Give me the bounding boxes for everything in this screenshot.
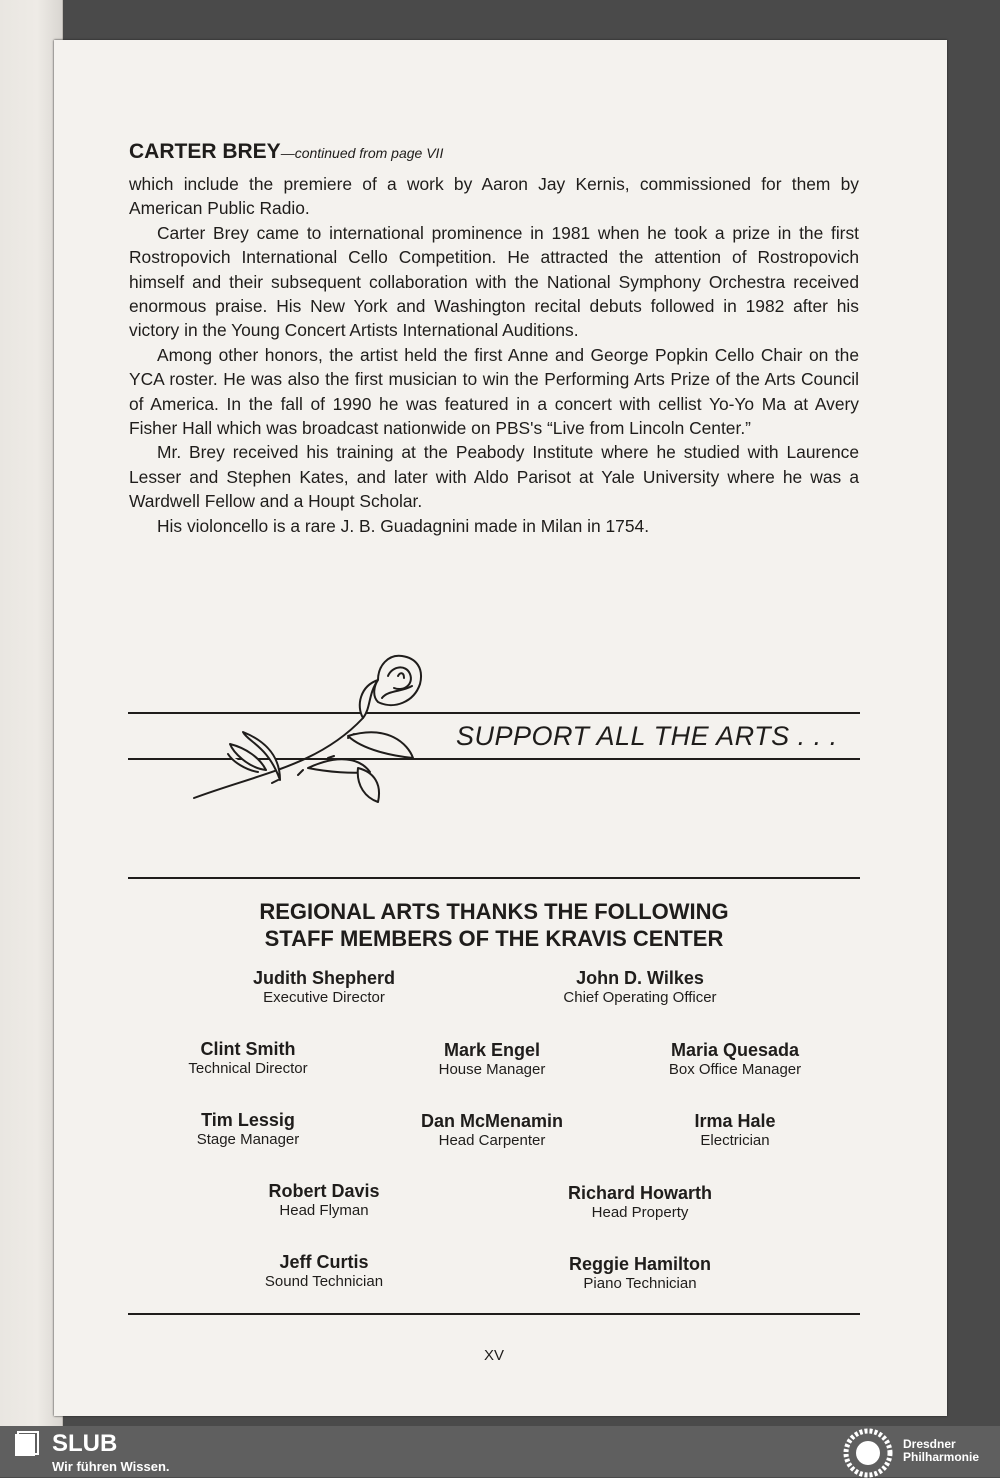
staff-role: Box Office Manager [668,1061,802,1078]
staff-name: Robert Davis [268,1181,380,1201]
staff-role: Head Flyman [279,1202,369,1219]
staff-role: House Manager [438,1061,546,1078]
article-heading [129,140,859,164]
thanks-rule [128,877,860,879]
staff-member [510,1182,770,1222]
staff-member [510,1253,770,1293]
staff-role: Piano Technician [583,1275,697,1292]
paragraph-4: Mr. Brey received his training at the Peabody Institute where he studied with Laurence Lesser and Stephen Kates, and later with Aldo Parisot at Yale University where he was a Wardwell Fellow and a Houpt Scholar. [129,442,859,512]
thanks-title [128,898,860,952]
staff-name: Richard Howarth [567,1183,713,1203]
staff-name: Judith Shepherd [252,968,395,988]
slub-tagline: Wir führen Wissen. [52,1459,170,1474]
staff-member [362,1039,622,1079]
staff-name: Mark Engel [443,1040,541,1060]
program-page [54,40,947,1416]
staff-role: Head Carpenter [438,1132,546,1149]
article-heading-name: CARTER BREY [129,140,281,163]
staff-role: Executive Director [263,989,385,1006]
staff-name: Clint Smith [200,1039,296,1059]
staff-member [118,1109,378,1149]
slub-logo-icon [12,1430,40,1458]
article-continued-note: —continued from page VII [280,145,444,161]
staff-name: Dan McMenamin [420,1111,564,1131]
support-the-arts-banner [128,638,860,808]
staff-role: Stage Manager [196,1131,300,1148]
staff-name: Jeff Curtis [279,1252,369,1272]
staff-member [510,967,770,1007]
staff-name: Tim Lessig [201,1110,295,1130]
philharmonie-logo-icon [843,1428,893,1478]
slub-name[interactable]: SLUB [52,1430,118,1457]
thanks-title-line-1: REGIONAL ARTS THANKS THE FOLLOWING [259,899,729,924]
staff-name: John D. Wilkes [576,968,704,988]
staff-member [118,1038,378,1078]
paragraph-5: His violoncello is a rare J. B. Guadagnini made in Milan in 1754. [157,515,650,536]
staff-member [605,1110,865,1150]
philharmonie-name[interactable] [903,1438,979,1464]
staff-role: Electrician [700,1132,770,1149]
staff-name: Maria Quesada [670,1040,800,1060]
staff-name: Reggie Hamilton [568,1254,711,1274]
paragraph-3: Among other honors, the artist held the first Anne and George Popkin Cello Chair on the YCA roster. He was also the first musician to win the Performing Arts Prize of the Arts Council of America. In the fall of 1990 he was featured in a concert with cellist Yo-Yo Ma at Avery Fisher Hall which was broadcast nationwide on PBS's “Live from Lincoln Center.” [129,344,859,439]
staff-member [605,1039,865,1079]
staff-role: Technical Director [188,1060,308,1077]
bottom-rule [128,1313,860,1315]
philharmonie-line-1: Dresdner [903,1437,956,1451]
paragraph-1: which include the premiere of a work by Aaron Jay Kernis, commissioned for them by American Public Radio. [129,174,859,219]
staff-role: Head Property [591,1204,689,1221]
staff-role: Sound Technician [264,1273,384,1290]
article [129,140,859,538]
page-number: XV [483,1347,504,1364]
philharmonie-line-2: Philharmonie [903,1450,980,1464]
staff-member [194,967,454,1007]
support-tagline: SUPPORT ALL THE ARTS . . . [456,721,838,751]
staff-member [194,1251,454,1291]
staff-name: Irma Hale [694,1111,776,1131]
thanks-title-line-2: STAFF MEMBERS OF THE KRAVIS CENTER [264,926,724,951]
staff-role: Chief Operating Officer [563,989,717,1006]
paragraph-2: Carter Brey came to international prominence in 1981 when he took a prize in the first Rostropovich International Cello Competition. He attracted the attention of Rostropovich himself and their subsequent collaboration with the National Symphony Orchestra received enormous praise. His New York and Washington recital debuts followed in 1982 after his victory in the Young Concert Artists International Auditions. [129,222,859,341]
rose-icon [188,646,428,806]
viewer-footer-bar [0,1426,1000,1477]
staff-member [194,1180,454,1220]
staff-member [362,1110,622,1150]
